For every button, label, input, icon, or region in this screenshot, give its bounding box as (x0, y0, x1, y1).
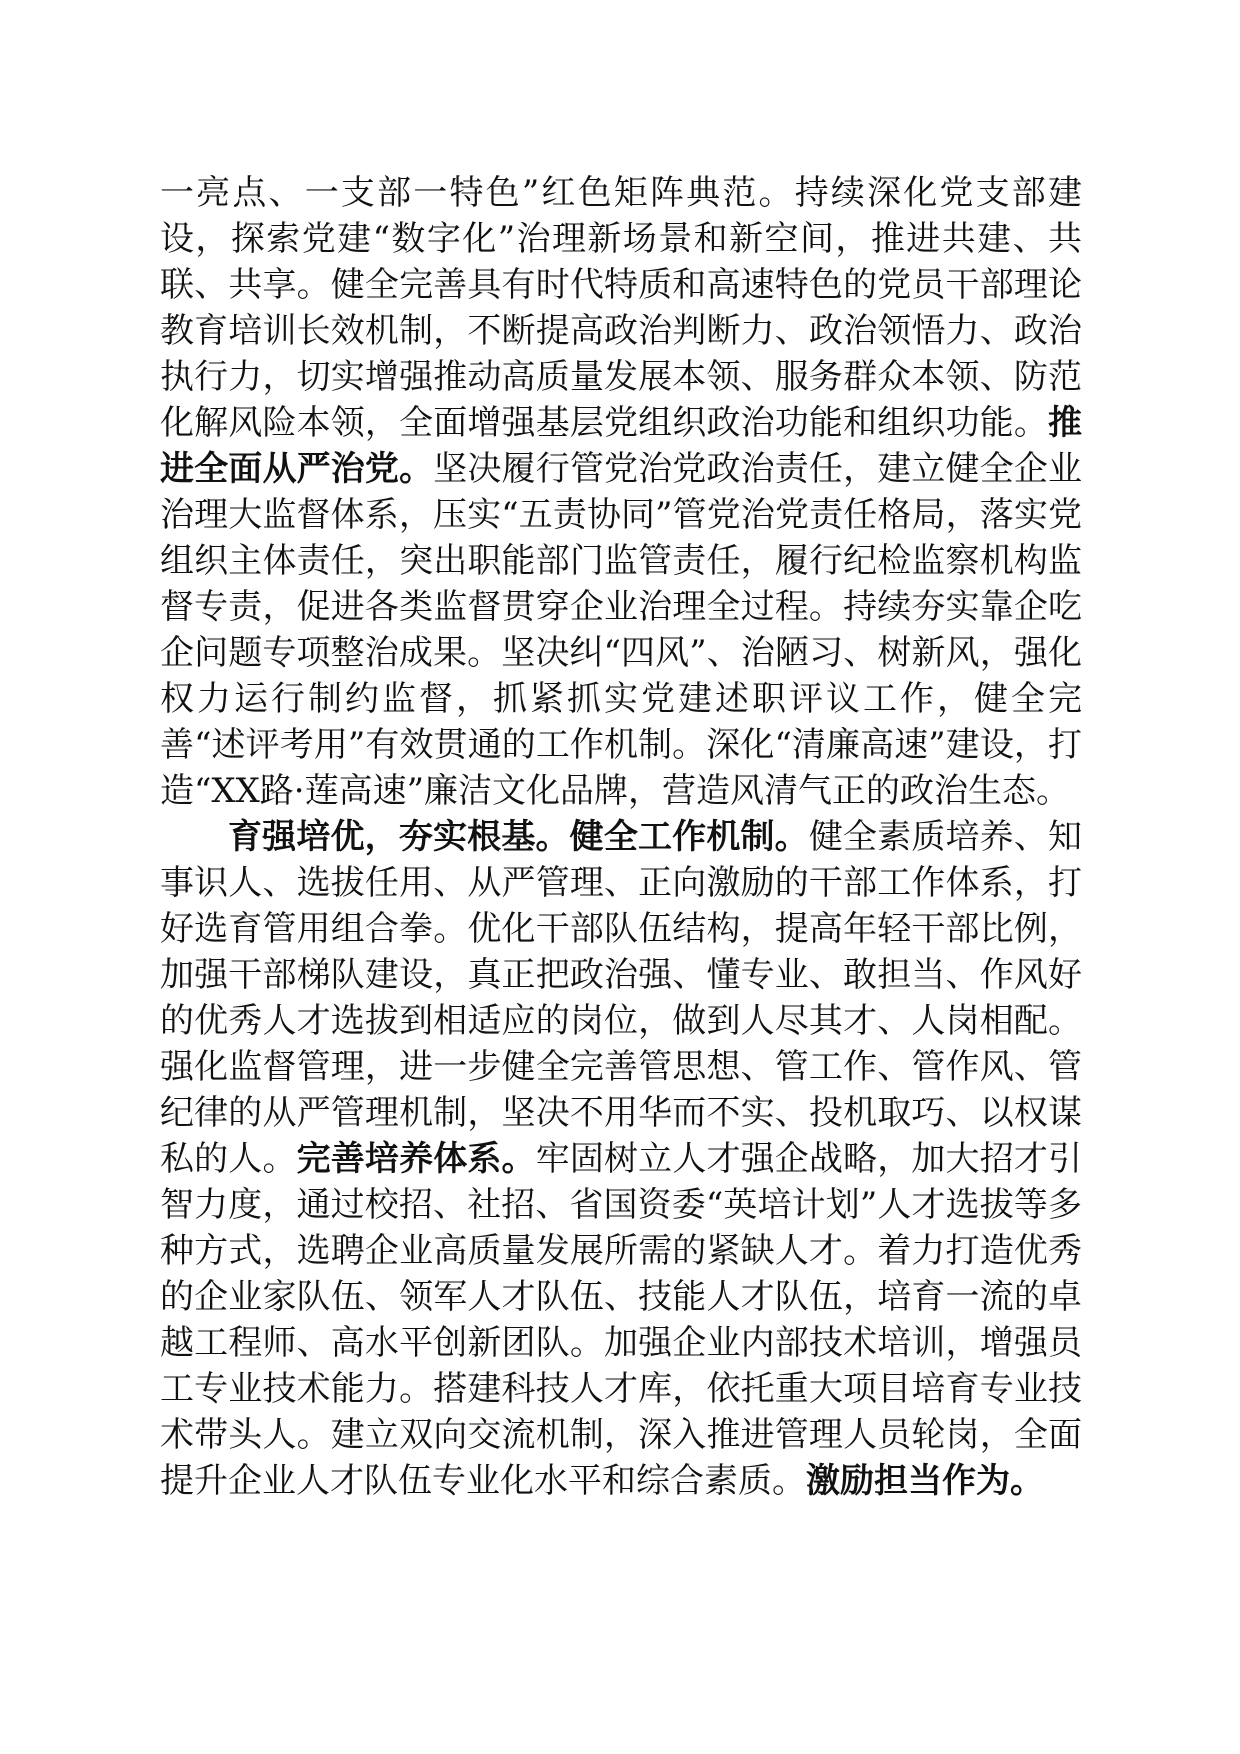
paragraph-2-text-1: 健全素质培养、知事识人、选拔任用、从严管理、正向激励的干部工作体系，打好选育管用组合拳。优化干部队伍结构，提高年轻干部比例，加强干部梯队建设，真正把政治强、懂专业、敢担当、作风好的优秀人才选拔到相适应的岗位，做到人尽其才、人岗相配。强化监督管理，进一步健全完善管思想、管工作、管作风、管纪律的从严管理机制，坚决不用华而不实、投机取巧、以权谋私的人。 (160, 817, 1083, 1179)
paragraph-2-heading-2: 完善培养体系。 (296, 1139, 536, 1179)
paragraph-1-heading-1: 推进全面从严治党。 (160, 403, 1082, 489)
paragraph-2-text-2: 牢固树立人才强企战略，加大招才引智力度，通过校招、社招、省国资委“英培计划”人才选拔等多种方式，选聘企业高质量发展所需的紧缺人才。着力打造优秀的企业家队伍、领军人才队伍、技能人才队伍，培育一流的卓越工程师、高水平创新团队。加强企业内部技术培训，增强员工专业技术能力。搭建科技人才库，依托重大项目培育专业技术带头人。建立双向交流机制，深入推进管理人员轮岗，全面提升企业人才队伍专业化水平和综合素质。 (160, 1139, 1083, 1501)
paragraph-1-text-1: 一亮点、一支部一特色”红色矩阵典范。持续深化党支部建设，探索党建“数字化”治理新场景和新空间，推进共建、共联、共享。健全完善具有时代特质和高速特色的党员干部理论教育培训长效机制，不断提高政治判断力、政治领悟力、政治执行力，切实增强推动高质量发展本领、服务群众本领、防范化解风险本领，全面增强基层党组织政治功能和组织功能。 (160, 173, 1082, 443)
body-text (160, 170, 1082, 1504)
paragraph-1-text-2: 坚决履行管党治党政治责任，建立健全企业治理大监督体系，压实“五责协同”管党治党责任格局，落实党组织主体责任，突出职能部门监管责任，履行纪检监察机构监督专责，促进各类监督贯穿企业治理全过程。持续夯实靠企吃企问题专项整治成果。坚决纠“四风”、治陋习、树新风，强化权力运行制约监督，抓紧抓实党建述职评议工作，健全完善“述评考用”有效贯通的工作机制。深化“清廉高速”建设，打造“XX路·莲高速”廉洁文化品牌，营造风清气正的政治生态。 (160, 449, 1083, 811)
paragraph-2-heading-3: 激励担当作为。 (806, 1461, 1044, 1501)
paragraph-2 (160, 814, 1082, 1504)
paragraph-1 (160, 170, 1082, 814)
paragraph-2-heading-1: 育强培优，夯实根基。健全工作机制。 (228, 817, 809, 857)
